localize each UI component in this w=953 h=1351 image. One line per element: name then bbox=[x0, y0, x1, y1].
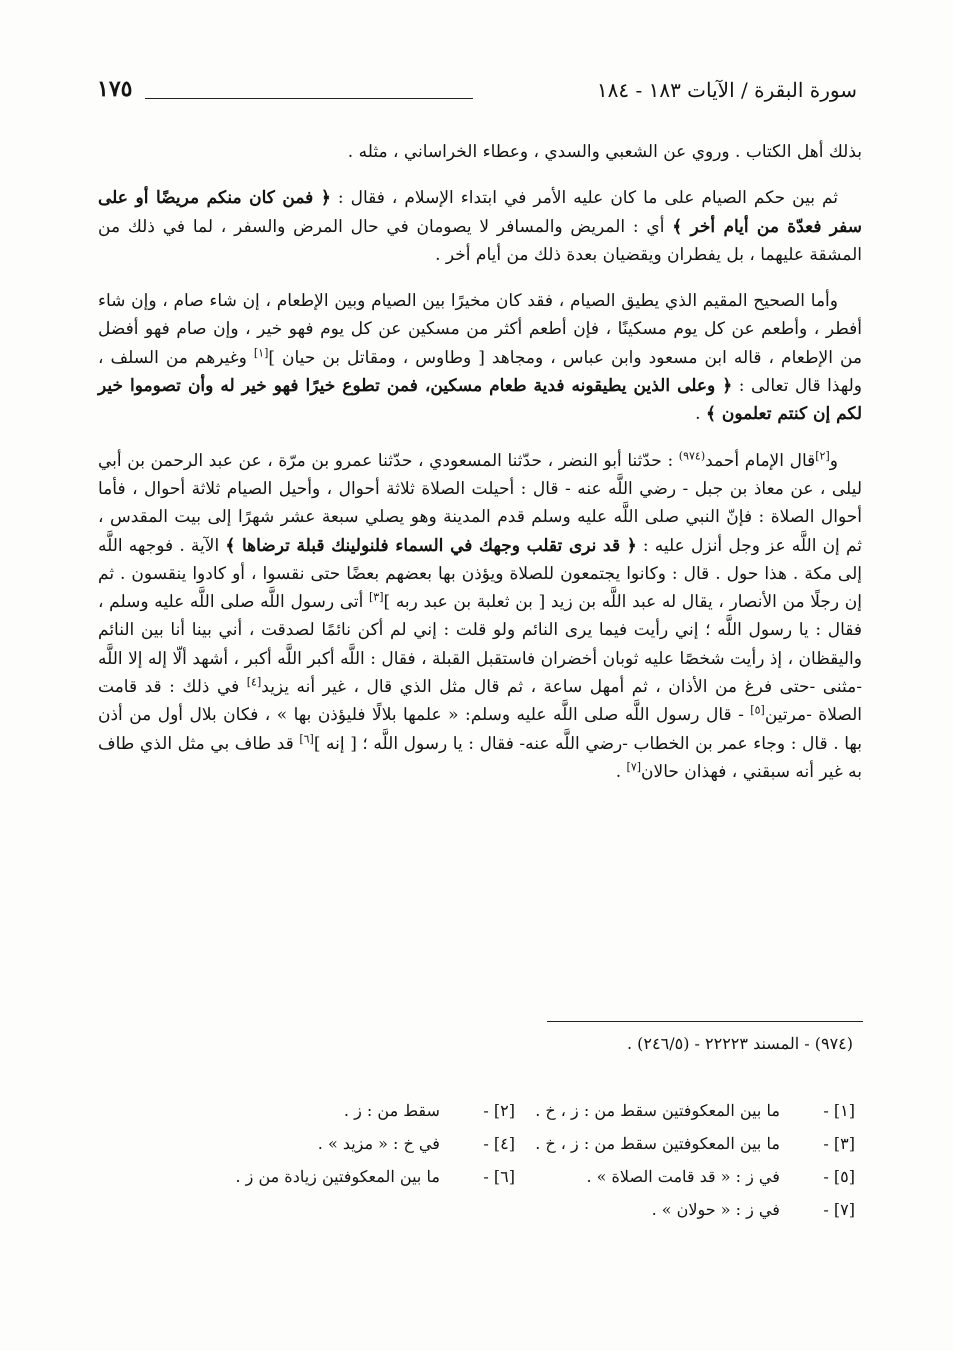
note-ref-6: [٦] bbox=[299, 731, 314, 745]
notes-row bbox=[155, 1134, 855, 1167]
note-ref-4: [٤] bbox=[246, 675, 262, 689]
note-3: [٣] - ما بين المعكوفتين سقط من : ز ، خ . bbox=[535, 1134, 855, 1153]
note-5: [٥] - في ز : « قد قامت الصلاة » . bbox=[586, 1167, 855, 1186]
footnote-ref-974: (٩٧٤) bbox=[678, 449, 706, 463]
note-ref-7: [٧] bbox=[626, 760, 642, 774]
note-ref-3: [٣] bbox=[369, 590, 384, 604]
header-rule bbox=[145, 98, 473, 99]
note-ref-1: [١] bbox=[253, 346, 269, 360]
quran-verse: ﴿ فمن كان منكم مريضًا أو على سفر فعدّة من أيام أخر ﴾ bbox=[98, 188, 862, 237]
critical-apparatus bbox=[155, 1101, 855, 1233]
notes-row bbox=[155, 1101, 855, 1134]
paragraph-3: وأما الصحيح المقيم الذي يطيق الصيام ، فقد كان مخيرًا بين الصيام وبين الإطعام ، إن شاء صام ، وإن شاء أفطر ، وأطعم عن كل يوم مسكينًا ، فإن أطعم أكثر من مسكين عن كل يوم فهو خير ، وإن صام فهو أفضل من الإطعام ، قاله ابن مسعود وابن عباس ، ومجاهد [ وطاوس ، ومقاتل بن حيان ][١] وغيرهم من السلف ، ولهذا قال تعالى : ﴿ وعلى الذين يطيقونه فدية طعام مسكين، فمن تطوع خيرًا فهو خير له وأن تصوموا خير لكم إن كنتم تعلمون ﴾ . bbox=[98, 291, 862, 425]
notes-row bbox=[155, 1200, 855, 1233]
note-6: [٦] - ما بين المعكوفتين زيادة من ز . bbox=[235, 1167, 515, 1186]
quran-verse: ﴿ قد نرى تقلب وجهك في السماء فلنولينك قبلة ترضاها ﴾ bbox=[225, 535, 637, 556]
paragraph-1: بذلك أهل الكتاب . وروي عن الشعبي والسدي ، وعطاء الخراساني ، مثله . bbox=[347, 142, 862, 162]
quran-verse: ﴿ وعلى الذين يطيقونه فدية طعام مسكين، فمن تطوع خيرًا فهو خير له وأن تصوموا خير لكم إن كنتم تعلمون ﴾ bbox=[98, 376, 862, 425]
paragraph-2: ثم بين حكم الصيام على ما كان عليه الأمر في ابتداء الإسلام ، فقال : ﴿ فمن كان منكم مريضًا أو على سفر فعدّة من أيام أخر ﴾ أي : المريض والمسافر لا يصومان في حال المرض والسفر ، لما في ذلك من المشقة عليهما ، بل يفطران ويقضيان بعدة ذلك من أيام أخر . bbox=[98, 188, 862, 265]
paragraph-4: و[٢]قال الإمام أحمد$^{(٩٧٤)}$ : حدّثنا أبو النضر ، حدّثنا المسعودي ، حدّثنا عمرو بن مرّة ، عن عبد الرحمن بن أبي ليلى ، عن معاذ بن جبل - رضي اللَّه عنه - قال : أحيلت الصلاة ثلاثة أحوال ، وأحيل الصيام ثلاثة أحوال ، فأما أحوال الصلاة : فإنّ النبي صلى اللَّه عليه وسلم قدم المدينة وهو يصلي سبعة عشر شهرًا إلى بيت المقدس ، ثم إن اللَّه عز وجل أنزل عليه : ﴿ قد نرى تقلب وجهك في السماء فلنولينك قبلة ترضاها ﴾ الآية . فوجهه اللَّه إلى مكة . هذا حول . قال : وكانوا يجتمعون للصلاة ويؤذن بها بعضهم بعضًا حتى نقسوا ، أو كادوا ينقسون . ثم إن رجلًا من الأنصار ، يقال له عبد اللَّه بن زيد [ بن ثعلبة بن عبد ربه ][٣] أتى رسول اللَّه صلى اللَّه عليه وسلم ، فقال : يا رسول اللَّه ؛ إني رأيت فيما يرى النائم ولو قلت : إني لم أكن نائمًا لصدقت ، أني بينا أنا بين النائم واليقظان ، إذ رأيت شخصًا عليه ثوبان أخضران فاستقبل القبلة ، فقال : اللَّه أكبر اللَّه أكبر ، أشهد ألّا إله إلا اللَّه -مثنى -حتى فرغ من الأذان ، ثم أمهل ساعة ، ثم قال مثل الذي قال ، غير أنه يزيد[٤] في ذلك : قد قامت الصلاة -مرتين[٥] - قال رسول اللَّه صلى اللَّه عليه وسلم: « علمها بلالًا فليؤذن بها » ، فكان بلال أول من أذن بها . قال : وجاء عمر بن الخطاب -رضي اللَّه عنه- فقال : يا رسول اللَّه ؛ [ إنه ][٦] قد طاف بي مثل الذي طاف به غير أنه سبقني ، فهذان حالان[٧] . bbox=[98, 449, 862, 782]
page-number: ١٧٥ bbox=[97, 76, 133, 102]
footnote-974: (٩٧٤) - المسند ٢٢٢٢٣ - (٢٤٦/٥) . bbox=[627, 1034, 853, 1053]
note-ref-5: [٥] bbox=[750, 703, 765, 717]
running-header bbox=[97, 76, 857, 110]
note-1: [١] - ما بين المعكوفتين سقط من : ز ، خ . bbox=[535, 1101, 855, 1120]
note-ref-2: [٢] bbox=[815, 449, 830, 463]
main-text bbox=[98, 138, 862, 804]
surah-title: سورة البقرة / الآيات ١٨٣ - ١٨٤ bbox=[596, 78, 857, 102]
note-4: [٤] - في خ : « مزيد » . bbox=[317, 1134, 515, 1153]
note-2: [٢] - سقط من : ز . bbox=[343, 1101, 515, 1120]
footnote-rule bbox=[547, 1021, 863, 1022]
notes-row bbox=[155, 1167, 855, 1200]
note-7: [٧] - في ز : « حولان » . bbox=[651, 1200, 855, 1219]
